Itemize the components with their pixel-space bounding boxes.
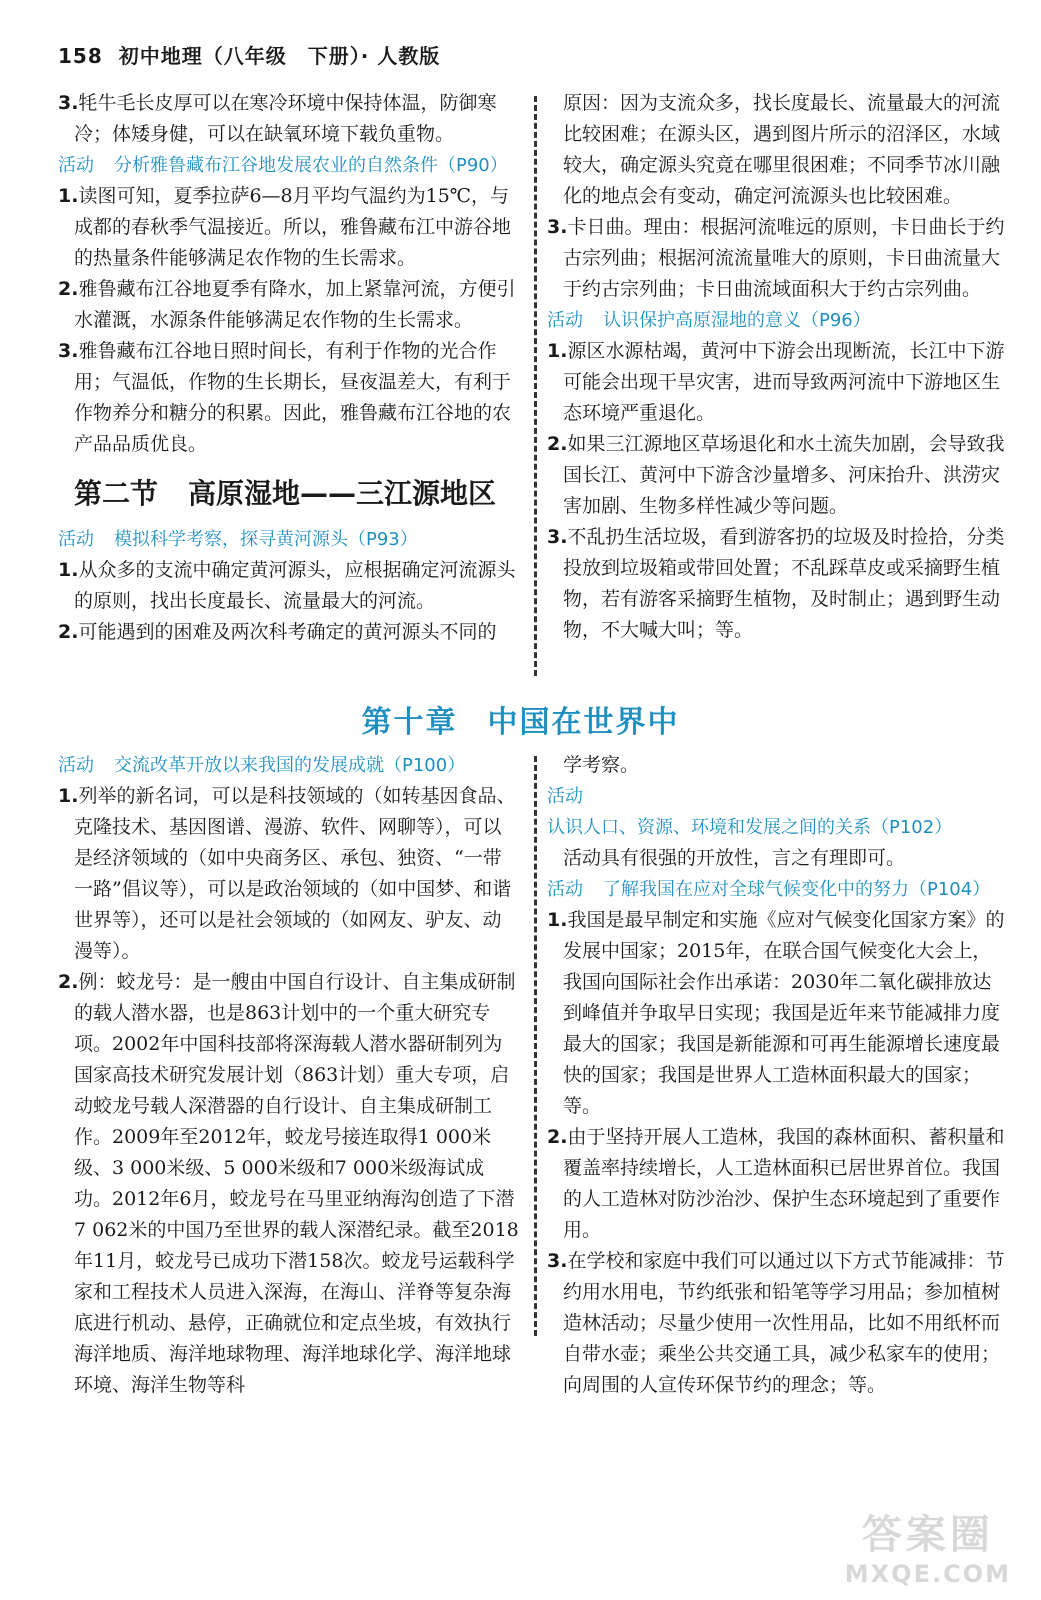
answer-item	[58, 274, 520, 336]
answer-item	[58, 617, 520, 648]
answer-item	[58, 181, 520, 274]
item-number: 3.	[547, 1250, 568, 1272]
activity-title: 交流改革开放以来我国的发展成就（P100）	[114, 755, 466, 776]
answer-item	[58, 336, 520, 460]
item-text: 我国是最早制定和实施《应对气候变化国家方案》的发展中国家；2015年，在联合国气候变化大会上，我国向国际社会作出承诺：2030年二氧化碳排放达到峰值并争取早日实现；我国是近年来节能减排力度最大的国家；我国是新能源和可再生能源增长速度最快的国家；我国是世界人工造林面积最大的国家；等。	[563, 909, 1005, 1117]
item-number: 2.	[547, 433, 568, 455]
item-number: 2.	[547, 1126, 568, 1148]
item-number: 3.	[58, 92, 79, 114]
watermark-logo: 答案圈	[861, 1512, 994, 1558]
section-title	[74, 474, 520, 514]
activity-title: 了解我国在应对全球气候变化中的努力（P104）	[603, 879, 991, 900]
activity-heading	[58, 524, 520, 555]
item-number: 1.	[547, 340, 568, 362]
chapter-title	[0, 697, 1041, 741]
answer-item	[58, 555, 520, 617]
item-text: 雅鲁藏布江谷地日照时间长，有利于作物的光合作用；气温低，作物的生长期长，昼夜温差大，有利于作物养分和糖分的积累。因此，雅鲁藏布江谷地的农产品品质优良。	[74, 340, 512, 455]
book-title: 初中地理（八年级 下册）· 人教版	[118, 44, 441, 68]
activity-title: 认识人口、资源、环境和发展之间的关系（P102）	[547, 817, 953, 838]
item-number: 1.	[547, 909, 568, 931]
answer-item	[547, 336, 1007, 429]
answer-item	[547, 1122, 1007, 1246]
activity-title: 分析雅鲁藏布江谷地发展农业的自然条件（P90）	[114, 155, 508, 176]
section-name: 高原湿地——三江源地区	[188, 477, 497, 510]
paragraph: 原因：因为支流众多，找长度最长、流量最大的河流比较困难；在源头区，遇到图片所示的沼泽区，水域较大，确定源头究竟在哪里很困难；不同季节冰川融化的地点会有变动，确定河流源头也比较困难。	[563, 92, 1001, 207]
activity-title: 模拟科学考察，探寻黄河源头（P93）	[114, 529, 418, 550]
item-number: 1.	[58, 559, 79, 581]
paragraph: 活动具有很强的开放性，言之有理即可。	[563, 847, 906, 869]
item-text: 源区水源枯竭，黄河中下游会出现断流，长江中下游可能会出现干旱灾害，进而导致两河流中下游地区生态环境严重退化。	[563, 340, 1005, 424]
bottom-right-block	[547, 750, 1007, 1401]
item-number: 1.	[58, 785, 79, 807]
activity-heading	[547, 874, 1007, 905]
activity-tag: 活动	[58, 529, 94, 550]
bottom-left-column	[58, 750, 520, 1401]
answer-item	[547, 429, 1007, 522]
item-text: 列举的新名词，可以是科技领域的（如转基因食品、克隆技术、基因图谱、漫游、软件、网聊等），可以是经济领域的（如中央商务区、承包、独资、“一带一路”倡议等），可以是政治领域的（如中国梦、和谐世界等），还可以是社会领域的（如网友、驴友、动漫等）。	[74, 785, 516, 962]
item-text: 不乱扔生活垃圾，看到游客扔的垃圾及时捡拾，分类投放到垃圾箱或带回处置；不乱踩草皮或采摘野生植物，若有游客采摘野生植物，及时制止；遇到野生动物，不大喊大叫；等。	[563, 526, 1005, 641]
top-left-column	[58, 88, 520, 648]
bottom-left-block	[58, 750, 520, 1401]
answer-item	[58, 967, 520, 1401]
activity-heading	[547, 305, 1007, 336]
item-text: 牦牛毛长皮厚可以在寒冷环境中保持体温，防御寒冷；体矮身健，可以在缺氧环境下载负重物。	[74, 92, 497, 145]
item-text: 读图可知，夏季拉萨6—8月平均气温约为15℃，与成都的春秋季气温接近。所以，雅鲁藏布江中游谷地的热量条件能够满足农作物的生长需求。	[74, 185, 512, 269]
activity-tag: 活动	[58, 755, 94, 776]
activity-heading	[58, 150, 520, 181]
item-number: 2.	[58, 621, 79, 643]
item-text: 卡日曲。理由：根据河流唯远的原则，卡日曲长于约古宗列曲；根据河流流量唯大的原则，卡日曲流量大于约古宗列曲；卡日曲流域面积大于约古宗列曲。	[563, 216, 1005, 300]
item-text: 在学校和家庭中我们可以通过以下方式节能减排：节约用水用电，节约纸张和铅笔等学习用品；参加植树造林活动；尽量少使用一次性用品，比如不用纸杯而自带水壶；乘坐公共交通工具，减少私家车的使用；向周围的人宣传环保节约的理念；等。	[563, 1250, 1005, 1396]
answer-item	[547, 522, 1007, 646]
item-number: 2.	[58, 278, 79, 300]
chapter-number: 第十章	[361, 705, 458, 740]
activity-heading	[547, 781, 1007, 843]
item-number: 2.	[58, 971, 79, 993]
item-text: 如果三江源地区草场退化和水土流失加剧，会导致我国长江、黄河中下游含沙量增多、河床抬升、洪涝灾害加剧、生物多样性减少等问题。	[563, 433, 1005, 517]
item-number: 3.	[547, 216, 568, 238]
paragraph: 学考察。	[563, 754, 640, 776]
activity-title: 认识保护高原湿地的意义（P96）	[603, 310, 871, 331]
column-divider-top	[534, 96, 537, 676]
watermark-url: MXQE.COM	[844, 1560, 1011, 1588]
item-number: 3.	[58, 340, 79, 362]
answer-item	[547, 1246, 1007, 1401]
item-text: 由于坚持开展人工造林，我国的森林面积、蓄积量和覆盖率持续增长，人工造林面积已居世界首位。我国的人工造林对防沙治沙、保护生态环境起到了重要作用。	[563, 1126, 1005, 1241]
item-number: 1.	[58, 185, 79, 207]
top-left-block	[58, 88, 520, 460]
chapter-name: 中国在世界中	[487, 705, 680, 740]
answer-item	[58, 88, 520, 150]
activity-tag: 活动	[58, 155, 94, 176]
item-text: 例：蛟龙号：是一艘由中国自行设计、自主集成研制的载人潜水器，也是863计划中的一个重大研究专项。2002年中国科技部将深海载人潜水器研制列为国家高技术研究发展计划（863计划）重大专项，启动蛟龙号载人深潜器的自行设计、自主集成研制工作。2009年至2012年，蛟龙号接连取得1 000米级、3 000米级、5 000米级和7 000米级海试成功。2012年6月，蛟龙号在马里亚纳海沟创造了下潜7 062米的中国乃至世界的载人深潜纪录。截至2018年11月，蛟龙号已成功下潜158次。蛟龙号运载科学家和工程技术人员进入深海，在海山、洋脊等复杂海底进行机动、悬停，正确就位和定点坐坡，有效执行海洋地质、海洋地球物理、海洋地球化学、海洋地球环境、海洋生物等科	[74, 971, 519, 1396]
activity-heading	[58, 750, 520, 781]
activity-tag: 活动	[547, 879, 583, 900]
top-left-block-2	[58, 524, 520, 648]
top-right-column	[547, 88, 1007, 646]
item-number: 3.	[547, 526, 568, 548]
page-header	[58, 40, 440, 69]
item-text: 可能遇到的困难及两次科考确定的黄河源头不同的	[78, 621, 497, 643]
activity-tag: 活动	[547, 786, 583, 807]
bottom-right-column	[547, 750, 1007, 1401]
answer-item	[547, 212, 1007, 305]
page-number: 158	[58, 44, 103, 68]
section-number: 第二节	[74, 477, 159, 510]
item-text: 雅鲁藏布江谷地夏季有降水，加上紧靠河流，方便引水灌溉，水源条件能够满足农作物的生长需求。	[74, 278, 516, 331]
column-divider-bottom	[534, 756, 537, 1336]
answer-item	[58, 781, 520, 967]
top-right-block	[547, 88, 1007, 646]
item-text: 从众多的支流中确定黄河源头，应根据确定河流源头的原则，找出长度最长、流量最大的河流。	[74, 559, 516, 612]
watermark	[845, 1503, 1011, 1588]
answer-item	[547, 905, 1007, 1122]
activity-tag: 活动	[547, 310, 583, 331]
